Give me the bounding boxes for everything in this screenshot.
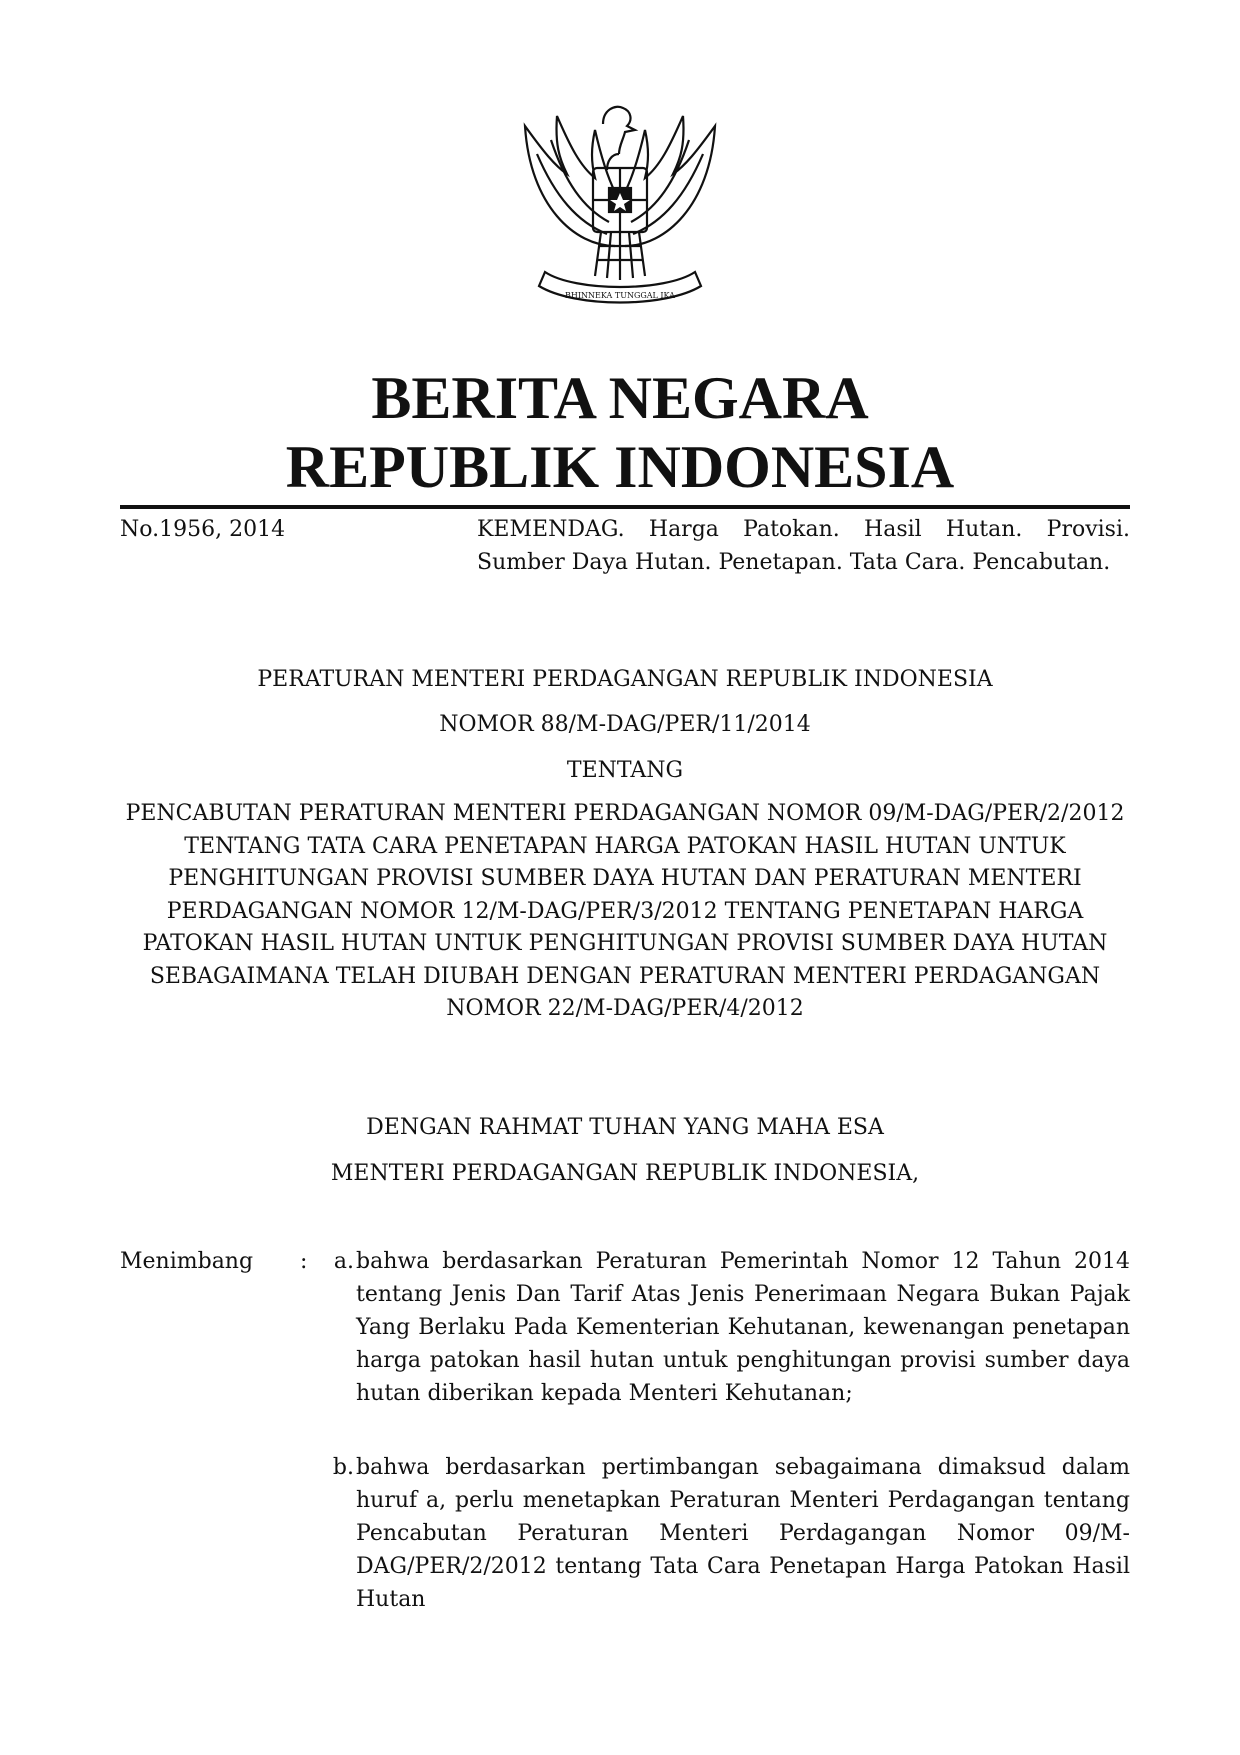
- masthead-title-line-2: REPUBLIK INDONESIA: [285, 434, 955, 500]
- regulation-number: NOMOR 88/M-DAG/PER/11/2014: [439, 712, 811, 737]
- masthead-title-line-1: BERITA NEGARA: [371, 365, 869, 431]
- considering-item-a-text: bahwa berdasarkan Peraturan Pemerintah Nomor 12 Tahun 2014 tentang Jenis Dan Tarif Atas Jenis Penerimaan Negara Bukan Pajak Yang Berlaku Pada Kementerian Kehutanan, kewenangan penetapan harga patokan hasil hutan untuk penghitungan provisi sumber daya hutan diberikan kepada Menteri Kehutanan;: [356, 1249, 1130, 1406]
- considering-colon: :: [300, 1249, 308, 1274]
- regulation-about: TENTANG: [566, 758, 684, 783]
- invocation: DENGAN RAHMAT TUHAN YANG MAHA ESA: [366, 1115, 884, 1140]
- masthead-rule: [120, 505, 1130, 509]
- gazette-subject: KEMENDAG. Harga Patokan. Hasil Hutan. Provisi. Sumber Daya Hutan. Penetapan. Tata Cara. Pencabutan.: [477, 517, 1130, 575]
- considering-item-b-marker: b.: [332, 1455, 354, 1480]
- regulation-title: PERATURAN MENTERI PERDAGANGAN REPUBLIK INDONESIA: [257, 667, 993, 692]
- emblem-motto: BHINNEKA TUNGGAL IKA: [565, 291, 675, 300]
- considering-item-a-marker: a.: [333, 1249, 354, 1274]
- gazette-number: No.1956, 2014: [120, 517, 286, 542]
- minister-title: MENTERI PERDAGANGAN REPUBLIK INDONESIA,: [330, 1161, 920, 1186]
- considering-item-b-text: bahwa berdasarkan pertimbangan sebagaimana dimaksud dalam huruf a, perlu menetapkan Peraturan Menteri Perdagangan tentang Pencabutan Peraturan Menteri Perdagangan Nomor 09/M-DAG/PER/2/2012 tentang Tata Cara Penetapan Harga Patokan Hasil Hutan: [356, 1455, 1130, 1612]
- garuda-emblem: [515, 96, 725, 314]
- regulation-subject: PENCABUTAN PERATURAN MENTERI PERDAGANGAN NOMOR 09/M-DAG/PER/2/2012 TENTANG TATA CARA PENETAPAN HARGA PATOKAN HASIL HUTAN UNTUK PENGHITUNGAN PROVISI SUMBER DAYA HUTAN DAN PERATURAN MENTERI PERDAGANGAN NOMOR 12/M-DAG/PER/3/2012 TENTANG PENETAPAN HARGA PATOKAN HASIL HUTAN UNTUK PENGHITUNGAN PROVISI SUMBER DAYA HUTAN SEBAGAIMANA TELAH DIUBAH DENGAN PERATURAN MENTERI PERDAGANGAN NOMOR 22/M-DAG/PER/4/2012: [125, 801, 1125, 1021]
- considering-label: Menimbang: [120, 1249, 254, 1274]
